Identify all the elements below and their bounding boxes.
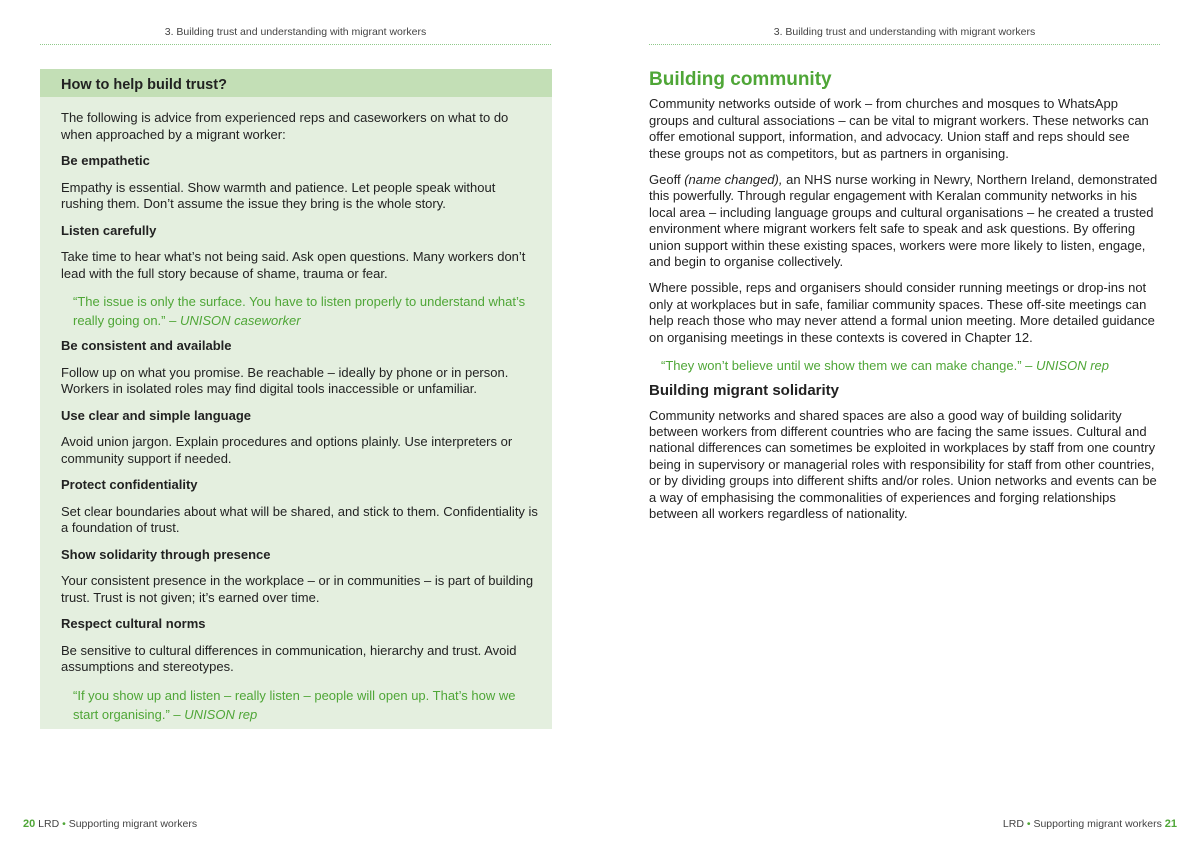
footer-right xyxy=(1003,818,1177,830)
running-head-right: 3. Building trust and understanding with migrant workers xyxy=(773,26,1036,38)
footer-left xyxy=(23,818,197,830)
paragraph: Community networks outside of work – from churches and mosques to WhatsApp groups and cultural associations – can be vital to migrant workers. These networks can offer emotional support, information, and advocacy. Union staff and reps should see these groups not as competitors, but as partners in organising. xyxy=(649,96,1149,161)
name-note: (name changed), xyxy=(684,172,783,188)
paragraph: Community networks and shared spaces are also a good way of building solidarity between workers from different countries who are facing the same issues. Cultural and national differences can sometimes be exploited in workplaces by staff from one country being in supervisory or managerial roles with responsibility for staff from other countries, or by dividing groups into different shifts and/or roles. Union networks and events can be a way of emphasising the commonalities of experiences and forging relationships between all workers regardless of nationality. xyxy=(649,407,1157,521)
section-heading: Be consistent and available xyxy=(61,338,232,353)
section-text: Empathy is essential. Show warmth and patience. Let people speak without rushing them. Don’t assume the issue they bring is the whole story. xyxy=(61,179,496,211)
page-number: 20 xyxy=(23,818,36,830)
box-title: How to help build trust? xyxy=(61,77,227,93)
right-page xyxy=(600,0,1200,852)
section-heading: Use clear and simple language xyxy=(61,407,252,423)
header-rule-right xyxy=(649,44,1160,45)
section-text: Set clear boundaries about what will be shared, and stick to them. Confidentiality is a foundation of trust. xyxy=(61,503,538,535)
person-name: Geoff xyxy=(649,172,681,188)
footer-title: Supporting migrant workers xyxy=(68,818,198,830)
subheading: Building migrant solidarity xyxy=(649,382,840,400)
paragraph-text: an NHS nurse working in Newry, Northern Ireland, demonstrated this powerfully. Through regular engagement with Keralan community networks in his local area – including language groups and cultural organisations – he created a trusted environment where migrant workers felt safe to speak and ask questions. By offering union support within these existing spaces, workers were more likely to listen, engage, and begin to organise collectively. xyxy=(649,172,1158,270)
pull-quote-caseworker xyxy=(61,292,539,330)
paragraph: Where possible, reps and organisers should consider running meetings or drop-ins not only at workplaces but in safe, familiar community spaces. These off-site meetings can help reach those who may never attend a formal union meeting. More detailed guidance on organising meetings in these contexts is covered in Chapter 12. xyxy=(649,280,1155,345)
paragraph xyxy=(649,172,1161,270)
footer-publication: LRD xyxy=(1002,818,1024,830)
section-title: Building community xyxy=(649,69,832,90)
quote-attribution: UNISON rep xyxy=(184,706,258,722)
section-heading: Protect confidentiality xyxy=(61,477,198,492)
quote-attribution: UNISON rep xyxy=(1036,358,1110,374)
header-rule-left xyxy=(40,44,551,45)
section-heading: Be empathetic xyxy=(61,153,150,168)
section-text: Avoid union jargon. Explain procedures and options plainly. Use interpreters or community support if needed. xyxy=(61,434,513,466)
footer-separator: • xyxy=(1026,818,1031,830)
section-heading: Respect cultural norms xyxy=(61,616,206,631)
box-header xyxy=(40,69,552,97)
section-text: Take time to hear what’s not being said. Ask open questions. Many workers don’t lead with the full story because of shame, trauma or fear. xyxy=(61,249,526,281)
section-heading: Show solidarity through presence xyxy=(61,546,271,562)
quote-text: “The issue is only the surface. You have to listen properly to understand what’s really going on.” – xyxy=(73,294,526,328)
section-text: Your consistent presence in the workplace – or in communities – is part of building trust. Trust is not given; it’s earned over time. xyxy=(61,573,534,605)
footer-publication: LRD xyxy=(38,818,60,830)
pull-quote-rep-right xyxy=(649,356,1161,375)
quote-attribution: UNISON caseworker xyxy=(179,313,301,328)
quote-text: “If you show up and listen – really listen – people will open up. That’s how we start organising.” – xyxy=(73,687,516,722)
footer-separator: • xyxy=(62,818,66,830)
section-text: Be sensitive to cultural differences in communication, hierarchy and trust. Avoid assumptions and stereotypes. xyxy=(61,642,517,674)
section-text: Follow up on what you promise. Be reachable – ideally by phone or in person. Workers in isolated roles may find digital tools inaccessible or unfamiliar. xyxy=(61,364,509,396)
section-heading: Listen carefully xyxy=(61,222,157,238)
box-body xyxy=(61,110,539,732)
quote-text: “They won’t believe until we show them we can make change.” – xyxy=(661,358,1033,374)
box-intro: The following is advice from experienced reps and caseworkers on what to do when approached by a migrant worker: xyxy=(61,110,509,142)
running-head-left: 3. Building trust and understanding with migrant workers xyxy=(164,26,427,38)
pull-quote-rep xyxy=(61,686,539,724)
footer-title: Supporting migrant workers xyxy=(1033,818,1162,830)
right-body xyxy=(649,69,1161,532)
page-number: 21 xyxy=(1164,818,1177,830)
trust-tips-box xyxy=(40,69,552,729)
